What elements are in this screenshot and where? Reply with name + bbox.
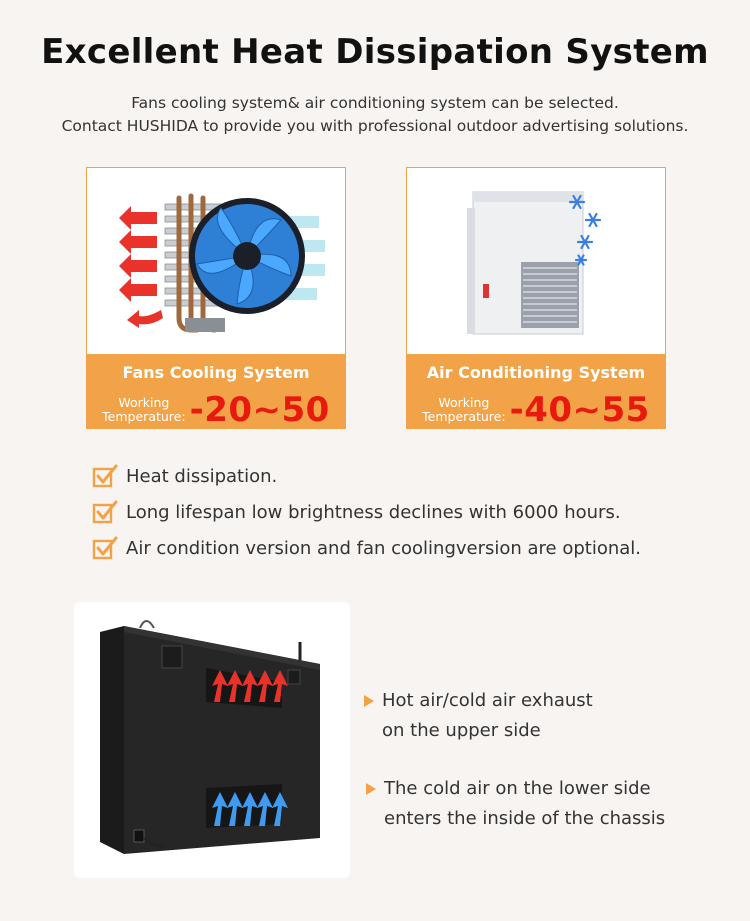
- temperature-word: Temperature:: [102, 409, 186, 424]
- led-cabinet-image-panel: [74, 602, 350, 878]
- feature-text: Long lifespan low brightness declines with 6000 hours.: [126, 501, 621, 523]
- exhaust-note: [364, 686, 593, 746]
- note-line-1: Hot air/cold air exhaust: [382, 690, 593, 711]
- air-conditioning-title: Air Conditioning System: [426, 363, 646, 382]
- ac-temperature-range: -40~55: [509, 390, 650, 430]
- working-temperature-label: [422, 396, 505, 424]
- subtitle-line-2: Contact HUSHIDA to provide you with professional outdoor advertising solutions.: [61, 117, 689, 135]
- fans-cooling-title: Fans Cooling System: [122, 363, 310, 382]
- feature-item: [92, 494, 641, 530]
- working-word: Working: [118, 395, 170, 410]
- fan-cooler-image: [87, 168, 345, 354]
- fans-cooling-band: [87, 354, 345, 429]
- note-line-2: enters the inside of the chassis: [384, 808, 666, 829]
- air-conditioner-image: [407, 168, 665, 354]
- page-subtitle: [0, 92, 750, 138]
- working-temperature-label: [102, 396, 185, 424]
- page-title: Excellent Heat Dissipation System: [41, 32, 709, 72]
- air-conditioning-card: [406, 167, 666, 429]
- note-line-1: The cold air on the lower side: [384, 778, 651, 799]
- feature-item: [92, 458, 641, 494]
- fans-cooling-card: [86, 167, 346, 429]
- air-conditioning-band: [407, 354, 665, 429]
- feature-item: [92, 530, 641, 566]
- fans-temperature-range: -20~50: [189, 390, 330, 430]
- subtitle-line-1: Fans cooling system& air conditioning system can be selected.: [131, 94, 619, 112]
- triangle-bullet-icon: [366, 783, 376, 795]
- checkbox-check-icon: [92, 464, 118, 488]
- feature-list: [92, 458, 641, 566]
- checkbox-check-icon: [92, 500, 118, 524]
- fans-working-temperature: [87, 392, 345, 428]
- triangle-bullet-icon: [364, 695, 374, 707]
- intake-note: [366, 774, 665, 834]
- ac-working-temperature: [407, 392, 665, 428]
- temperature-word: Temperature:: [422, 409, 506, 424]
- note-line-2: on the upper side: [382, 720, 541, 741]
- feature-text: Air condition version and fan coolingversion are optional.: [126, 537, 642, 559]
- working-word: Working: [438, 395, 490, 410]
- feature-text: Heat dissipation.: [126, 465, 278, 487]
- checkbox-check-icon: [92, 536, 118, 560]
